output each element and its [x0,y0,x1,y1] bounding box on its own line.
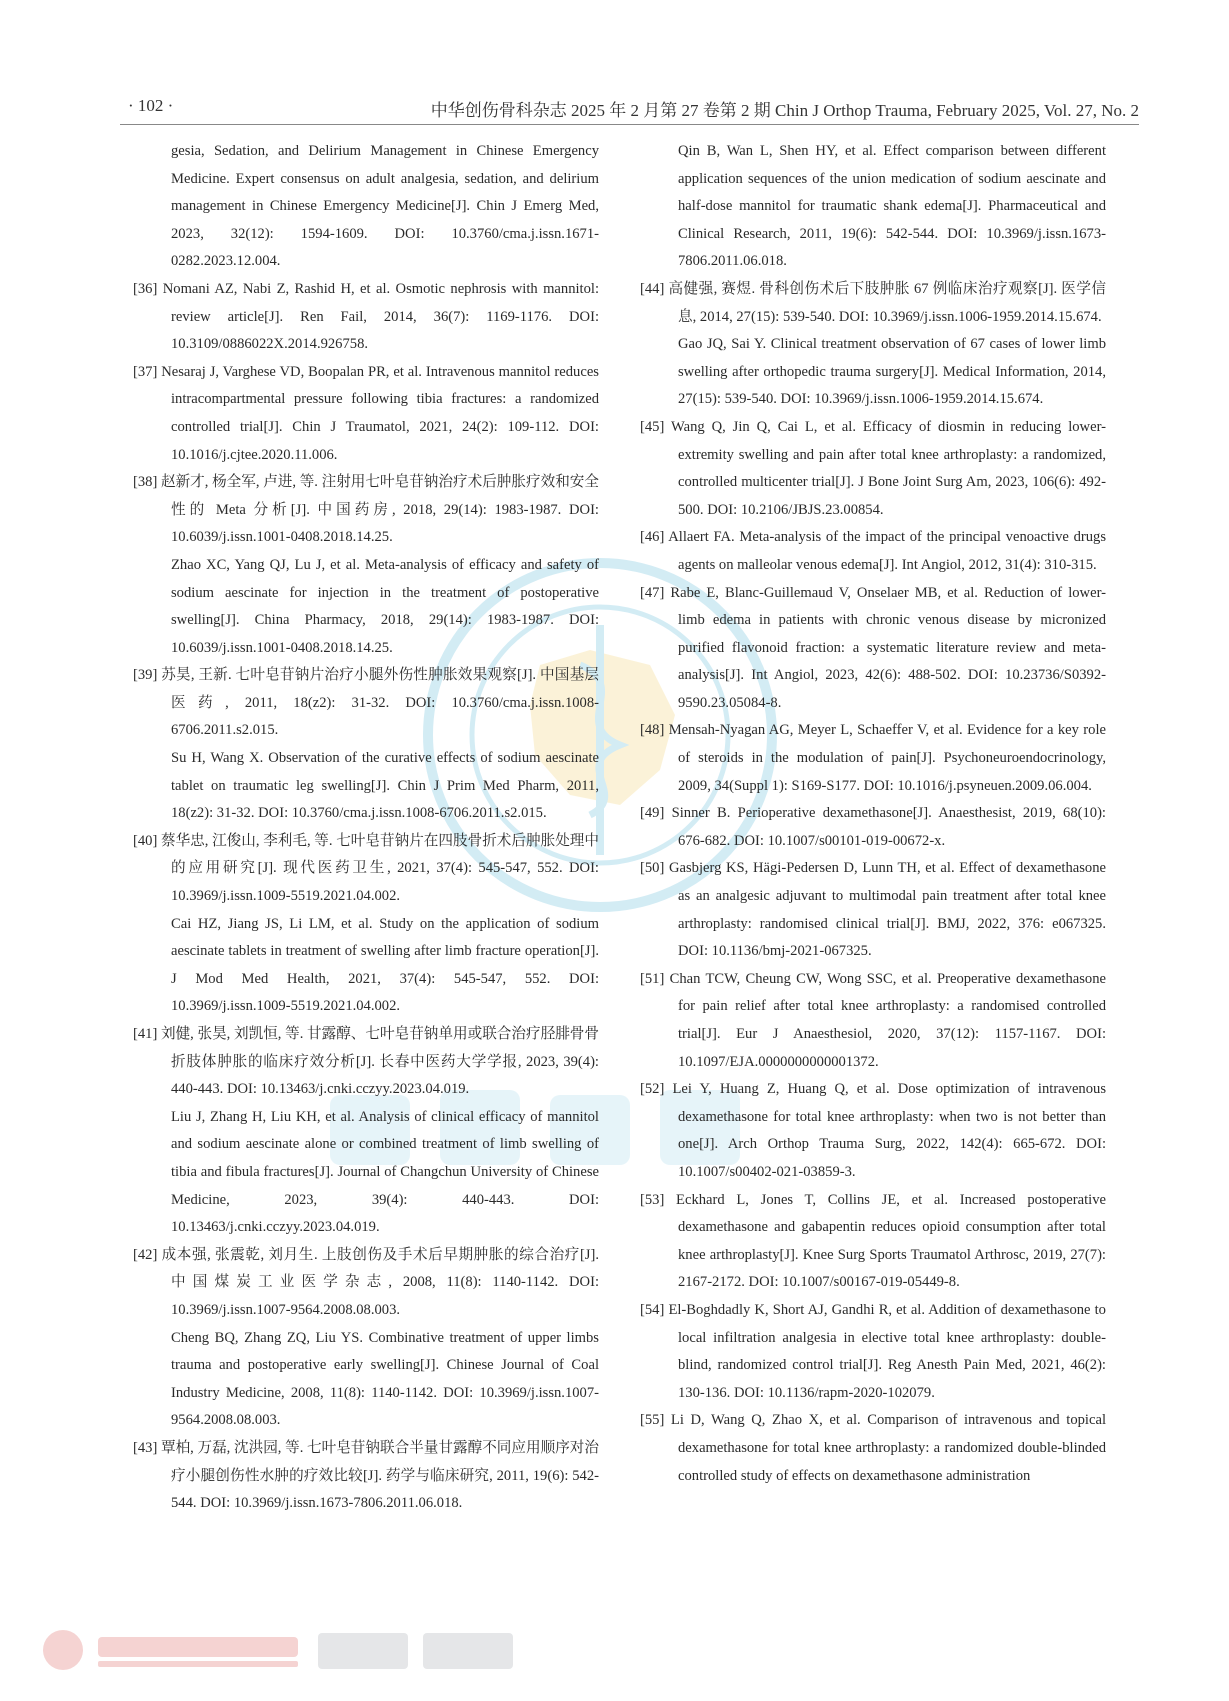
reference-number: [54] [640,1301,665,1318]
reference-text: Zhao XC, Yang QJ, Lu J, et al. Meta-analysis of efficacy and safety of sodium aescinate for injection in the treatment of postoperative swelling[J]. China Pharmacy, 2018, 29(14): 1983-1987. DOI: 10.6039/j.issn.1001-0408.2018.14.25. [171,556,599,656]
references-right-column [640,138,1106,1490]
reference-number: [37] [133,363,158,380]
reference-text: El-Boghdadly K, Short AJ, Gandhi R, et al. Addition of dexamethasone to local infiltration analgesia in elective total knee arthroplasty: double-blind, randomized control trial[J]. Reg Anesth Pain Med, 2021, 46(2): 130-136. DOI: 10.1136/rapm-2020-102079. [668,1301,1106,1401]
reference-translation [133,138,599,276]
reference-text: 蔡华忠, 江俊山, 李利毛, 等. 七叶皂苷钠片在四肢骨折术后肿胀处理中的应用研究[J]. 现代医药卫生, 2021, 37(4): 545-547, 552. DOI: 10.3969/j.issn.1009-5519.2021.04.002. [160,832,599,905]
reference-item [133,469,599,552]
reference-translation [133,745,599,828]
journal-running-title: 中华创伤骨科杂志 2025 年 2 月第 27 卷第 2 期 Chin J Orthop Trauma, February 2025, Vol. 27, No. 2 [430,101,1139,120]
reference-item [640,1076,1106,1186]
reference-number: [50] [640,860,665,877]
reference-item [133,1242,599,1325]
page-number: · 102 · [128,96,174,115]
reference-number: [55] [640,1412,665,1429]
reference-number: [44] [640,280,665,297]
reference-item [133,1435,599,1518]
reference-number: [53] [640,1191,665,1208]
reference-number: [45] [640,418,665,435]
reference-number: [43] [133,1439,158,1456]
reference-text: 赵新才, 杨全军, 卢进, 等. 注射用七叶皂苷钠治疗术后肿胀疗效和安全性的 Meta 分析[J]. 中国药房, 2018, 29(14): 1983-1987. DOI: 10.6039/j.issn.1001-0408.2018.14.25. [160,474,599,546]
reference-text: Qin B, Wan L, Shen HY, et al. Effect comparison between different application sequences of the union medication of sodium aescinate and half-dose mannitol for traumatic shank edema[J]. Pharmaceutical and Clinical Research, 2011, 19(6): 542-544. DOI: 10.3969/j.issn.1673-7806.2011.06.018. [678,143,1106,270]
reference-text: Nomani AZ, Nabi Z, Rashid H, et al. Osmotic nephrosis with mannitol: review article[J]. Ren Fail, 2014, 36(7): 1169-1176. DOI: 10.3109/0886022X.2014.926758. [162,280,600,353]
reference-text: Eckhard L, Jones T, Collins JE, et al. Increased postoperative dexamethasone and gabapentin reduces opioid consumption after total knee arthroplasty[J]. Knee Surg Sports Traumatol Arthrosc, 2019, 27(7): 2167-2172. DOI: 10.1007/s00167-019-05449-8. [676,1191,1106,1291]
reference-item [133,1021,599,1104]
reference-translation [640,138,1106,276]
reference-item [133,828,599,911]
reference-text: Nesaraj J, Varghese VD, Boopalan PR, et al. Intravenous mannitol reduces intracompartmental pressure following tibia fractures: a randomized controlled trial[J]. Chin J Traumatol, 2021, 24(2): 109-112. DOI: 10.1016/j.cjtee.2020.11.006. [161,363,599,463]
page-header [120,92,1139,120]
reference-item [640,524,1106,579]
reference-text: Mensah-Nyagan AG, Meyer L, Schaeffer V, et al. Evidence for a key role of steroids in the modulation of pain[J]. Psychoneuroendocrinology, 2009, 34(Suppl 1): S169-S177. DOI: 10.1016/j.psyneuen.2009.06.004. [668,722,1106,794]
reference-item [640,1407,1106,1490]
reference-text: Lei Y, Huang Z, Huang Q, et al. Dose optimization of intravenous dexamethasone for total knee arthroplasty: when two is not better than one[J]. Arch Orthop Trauma Surg, 2022, 142(4): 665-672. DOI: 10.1007/s00402-021-03859-3. [672,1081,1107,1180]
reference-text: Gasbjerg KS, Hägi-Pedersen D, Lunn TH, et al. Effect of dexamethasone as an analgesic adjuvant to multimodal pain treatment after total knee arthroplasty: randomised clinical trial[J]. BMJ, 2022, 376: e067325. DOI: 10.1136/bmj-2021-067325. [668,860,1106,960]
reference-item [133,662,599,745]
reference-item [640,800,1106,855]
reference-text: 苏昊, 王新. 七叶皂苷钠片治疗小腿外伤性肿胀效果观察[J]. 中国基层医药, 2011, 18(z2): 31-32. DOI: 10.3760/cma.j.issn.1008-6706.2011.s2.015. [161,667,599,739]
reference-number: [42] [133,1246,158,1263]
reference-item [133,359,599,469]
reference-text: Gao JQ, Sai Y. Clinical treatment observation of 67 cases of lower limb swelling after orthopedic trauma surgery[J]. Medical Information, 2014, 27(15): 539-540. DOI: 10.3969/j.issn.1006-1959.2014.15.674. [678,336,1106,408]
reference-number: [39] [133,667,158,684]
references-left-column [133,138,599,1518]
reference-text: Allaert FA. Meta-analysis of the impact of the principal venoactive drugs agents on malleolar venous edema[J]. Int Angiol, 2012, 31(4): 310-315. [668,529,1107,573]
reference-text: Wang Q, Jin Q, Cai L, et al. Efficacy of diosmin in reducing lower-extremity swelling and pain after total knee arthroplasty: a randomized, controlled multicenter trial[J]. J Bone Joint Surg Am, 2023, 106(6): 492-500. DOI: 10.2106/JBJS.23.00854. [670,418,1106,518]
reference-text: Su H, Wang X. Observation of the curative effects of sodium aescinate tablet on traumatic leg swelling[J]. Chin J Prim Med Pharm, 2011, 18(z2): 31-32. DOI: 10.3760/cma.j.issn.1008-6706.2011.s2.015. [171,750,599,822]
reference-text: 刘健, 张昊, 刘凯恒, 等. 甘露醇、七叶皂苷钠单用或联合治疗胫腓骨骨折肢体肿胀的临床疗效分析[J]. 长春中医药大学学报, 2023, 39(4): 440-443. DOI: 10.13463/j.cnki.cczyy.2023.04.019. [160,1026,599,1098]
reference-text: 高健强, 赛煜. 骨科创伤术后下肢肿胀 67 例临床治疗观察[J]. 医学信息, 2014, 27(15): 539-540. DOI: 10.3969/j.issn.1006-1959.2014.15.674. [668,280,1106,325]
reference-item [640,966,1106,1076]
reference-translation [133,911,599,1021]
reference-item [133,276,599,359]
reference-number: [40] [133,832,158,849]
reference-text: Cheng BQ, Zhang ZQ, Liu YS. Combinative treatment of upper limbs trauma and postoperative early swelling[J]. Chinese Journal of Coal Industry Medicine, 2008, 11(8): 1140-1142. DOI: 10.3969/j.issn.1007-9564.2008.08.003. [171,1329,599,1429]
reference-text: 覃柏, 万磊, 沈洪园, 等. 七叶皂苷钠联合半量甘露醇不同应用顺序对治疗小腿创伤性水肿的疗效比较[J]. 药学与临床研究, 2011, 19(6): 542-544. DOI: 10.3969/j.issn.1673-7806.2011.06.018. [160,1439,599,1512]
reference-text: Li D, Wang Q, Zhao X, et al. Comparison of intravenous and topical dexamethasone for total knee arthroplasty: a randomized double-blinded controlled study of effects on dexamethasone administration [670,1412,1106,1484]
reference-number: [47] [640,584,665,601]
reference-translation [640,331,1106,414]
reference-number: [49] [640,805,665,822]
reference-number: [51] [640,970,665,987]
reference-item [640,1297,1106,1407]
reference-text: Sinner B. Perioperative dexamethasone[J]. Anaesthesist, 2019, 68(10): 676-682. DOI: 10.1007/s00101-019-00672-x. [671,805,1106,849]
reference-text: 成本强, 张震乾, 刘月生. 上肢创伤及手术后早期肿胀的综合治疗[J]. 中国煤炭工业医学杂志, 2008, 11(8): 1140-1142. DOI: 10.3969/j.issn.1007-9564.2008.08.003. [161,1246,599,1318]
reference-number: [52] [640,1081,665,1098]
reference-item [640,1187,1106,1297]
reference-translation [133,1104,599,1242]
reference-number: [46] [640,529,665,546]
reference-number: [36] [133,280,158,297]
publishing-house-logo-icon [38,1625,538,1675]
reference-text: Cai HZ, Jiang JS, Li LM, et al. Study on the application of sodium aescinate tablets in treatment of swelling after limb fracture operation[J]. J Mod Med Health, 2021, 37(4): 545-547, 552. DOI: 10.3969/j.issn.1009-5519.2021.04.002. [171,915,599,1015]
reference-item [640,717,1106,800]
reference-translation [133,552,599,662]
reference-text: Rabe E, Blanc-Guillemaud V, Onselaer MB, et al. Reduction of lower-limb edema in patients with chronic venous disease by micronized purified flavonoid fraction: a systematic literature review and meta-analysis[J]. Int Angiol, 2023, 42(6): 488-502. DOI: 10.23736/S0392-9590.23.05084-8. [670,584,1106,711]
reference-text: Chan TCW, Cheung CW, Wong SSC, et al. Preoperative dexamethasone for pain relief after total knee arthroplasty: a randomised controlled trial[J]. Eur J Anaesthesiol, 2020, 37(12): 1157-1167. DOI: 10.1097/EJA.0000000000001372. [669,970,1106,1070]
reference-number: [48] [640,722,665,739]
reference-translation [133,1325,599,1435]
reference-item [640,580,1106,718]
reference-number: [38] [133,474,158,491]
reference-item [640,414,1106,524]
reference-text: gesia, Sedation, and Delirium Management in Chinese Emergency Medicine. Expert consensus on adult analgesia, sedation, and delirium management in Chinese Emergency Medicine[J]. Chin J Emerg Med, 2023, 32(12): 1594-1609. DOI: 10.3760/cma.j.issn.1671-0282.2023.12.004. [171,143,599,270]
reference-number: [41] [133,1026,158,1042]
reference-item [640,276,1106,331]
reference-text: Liu J, Zhang H, Liu KH, et al. Analysis of clinical efficacy of mannitol and sodium aescinate alone or combined treatment of limb swelling of tibia and fibula fractures[J]. Journal of Changchun University of Chinese Medicine, 2023, 39(4): 440-443. DOI: 10.13463/j.cnki.cczyy.2023.04.019. [171,1108,599,1236]
header-divider [120,124,1139,125]
reference-item [640,855,1106,965]
